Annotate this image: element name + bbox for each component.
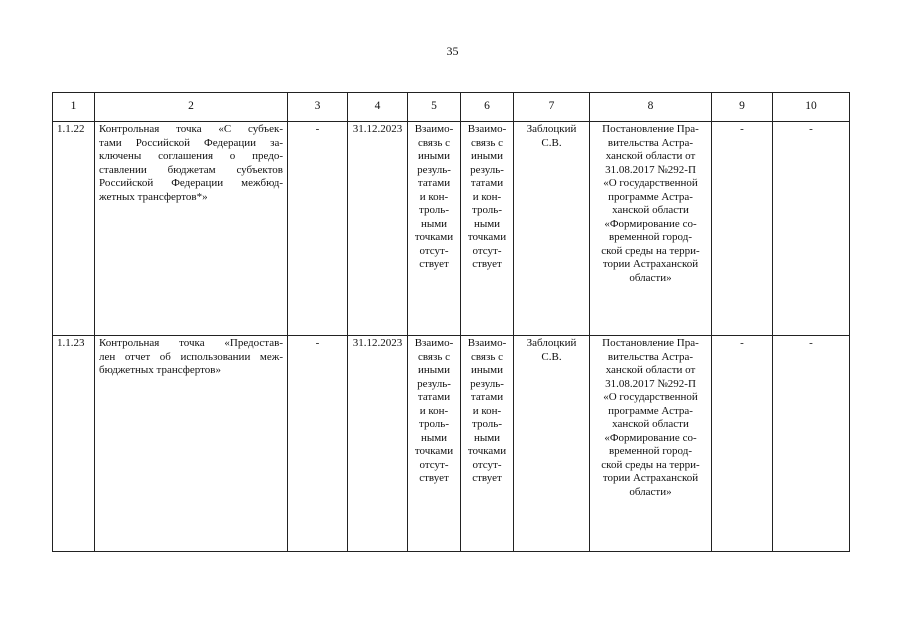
cell-text-line: связь с [471, 350, 503, 363]
cell-text-line: лен отчет об использовании меж- [99, 350, 283, 363]
cell-text-line: Взаимо- [467, 337, 507, 349]
table-row [53, 336, 850, 552]
cell-text-line: Российской Федерации межбюд- [99, 177, 283, 189]
cell-text-line: резуль- [417, 163, 451, 176]
col9-value: - [712, 336, 773, 552]
cell-text-line: отсут- [419, 244, 449, 257]
page-number: 35 [446, 44, 459, 58]
cell-text-line: иными [470, 150, 503, 162]
cell-text-line: ными [420, 431, 448, 444]
cell-text-line: ствует [419, 258, 449, 270]
cell-text-line: резуль- [470, 163, 504, 176]
cell-text-line: Взаимо- [467, 123, 507, 135]
row-number: 1.1.23 [53, 336, 95, 552]
cell-text-line: точками [467, 231, 507, 243]
cell-text-line: иными [417, 364, 450, 376]
header-cell-5: 5 [408, 93, 461, 122]
cell-text-line: связь с [418, 136, 450, 149]
cell-text-line: ханской области [612, 204, 689, 216]
cell-text-line: 31.08.2017 №292-П [605, 163, 696, 176]
cell-text-line: ской среды на терри- [601, 244, 700, 257]
cell-text-line: иными [470, 364, 503, 376]
cell-text-line: вительства Астра- [607, 350, 694, 363]
cell-text-line: ными [473, 431, 501, 444]
cell-text-line: ствует [472, 472, 502, 484]
cell-text-line: ханской области [612, 418, 689, 430]
cell-text-line: татами [417, 177, 451, 189]
cell-text-line: троль- [472, 204, 502, 216]
responsible-person [514, 336, 590, 552]
header-cell-4: 4 [348, 93, 408, 122]
cell-text-line: троль- [419, 418, 449, 430]
responsible-person [514, 122, 590, 336]
relation-results-cell [408, 336, 461, 552]
cell-text-line: Взаимо- [414, 337, 454, 349]
cell-text-line: татами [470, 177, 504, 189]
cell-text-line: ствует [419, 472, 449, 484]
cell-text-line: ключены соглашения о предо- [99, 150, 283, 162]
row-number: 1.1.22 [53, 122, 95, 336]
header-cell-3: 3 [288, 93, 348, 122]
cell-text-line: тории Астраханской [602, 258, 699, 270]
relation-results-cell [408, 122, 461, 336]
col3-value: - [288, 336, 348, 552]
cell-text-line: троль- [419, 204, 449, 216]
cell-text-line: программе Астра- [608, 190, 693, 203]
cell-text-line: отсут- [419, 458, 449, 471]
cell-text-line: Постановление Пра- [602, 337, 699, 349]
table-header-row [53, 93, 850, 122]
cell-text-line: Заблоцкий [526, 337, 577, 349]
cell-text-line: Постановление Пра- [602, 123, 699, 135]
control-point-description [95, 122, 288, 336]
cell-text-line: и кон- [472, 404, 502, 417]
cell-text-line: Контрольная точка «С субъек- [99, 123, 283, 135]
cell-text-line: тами Российской Федерации за- [99, 136, 283, 149]
cell-text-line: временной город- [608, 231, 692, 243]
header-cell-8: 8 [590, 93, 712, 122]
cell-text-line: точками [414, 231, 454, 243]
cell-text-line: программе Астра- [608, 404, 693, 417]
col10-value: - [773, 336, 850, 552]
cell-text-line: отсут- [472, 458, 502, 471]
supporting-document [590, 122, 712, 336]
cell-text-line: Взаимо- [414, 123, 454, 135]
relation-control-points-cell [461, 336, 514, 552]
cell-text-line: отсут- [472, 244, 502, 257]
supporting-document [590, 336, 712, 552]
cell-text-line: татами [470, 391, 504, 403]
cell-text-line: ханской области от [605, 364, 696, 376]
cell-text-line: Контрольная точка «Предостав- [99, 337, 283, 349]
header-cell-9: 9 [712, 93, 773, 122]
cell-text-line: ставлении бюджетам субъектов [99, 163, 283, 176]
cell-text-line: ными [473, 217, 501, 230]
cell-text-line: бюджетных трансфертов» [99, 364, 221, 376]
header-cell-2: 2 [95, 93, 288, 122]
col9-value: - [712, 122, 773, 336]
relation-control-points-cell [461, 122, 514, 336]
due-date: 31.12.2023 [348, 122, 408, 336]
table-row [53, 122, 850, 336]
due-date: 31.12.2023 [348, 336, 408, 552]
cell-text-line: «Формирование со- [604, 217, 697, 230]
cell-text-line: «О государственной [603, 391, 698, 403]
cell-text-line: точками [467, 445, 507, 457]
cell-text-line: 31.08.2017 №292-П [605, 377, 696, 390]
header-cell-7: 7 [514, 93, 590, 122]
cell-text-line: ханской области от [605, 150, 696, 162]
control-point-description [95, 336, 288, 552]
control-points-table [52, 92, 850, 552]
cell-text-line: резуль- [470, 377, 504, 390]
header-cell-6: 6 [461, 93, 514, 122]
cell-text-line: Заблоцкий [526, 123, 577, 135]
cell-text-line: и кон- [419, 190, 449, 203]
col10-value: - [773, 122, 850, 336]
cell-text-line: точками [414, 445, 454, 457]
cell-text-line: жетных трансфертов*» [99, 190, 208, 203]
cell-text-line: ской среды на терри- [601, 458, 700, 471]
header-cell-1: 1 [53, 93, 95, 122]
cell-text-line: связь с [418, 350, 450, 363]
cell-text-line: ствует [472, 258, 502, 270]
cell-text-line: вительства Астра- [607, 136, 694, 149]
cell-text-line: тории Астраханской [602, 472, 699, 484]
cell-text-line: «О государственной [603, 177, 698, 189]
cell-text-line: временной город- [608, 445, 692, 457]
cell-text-line: «Формирование со- [604, 431, 697, 444]
cell-text-line: ными [420, 217, 448, 230]
cell-text-line: и кон- [472, 190, 502, 203]
cell-text-line: и кон- [419, 404, 449, 417]
cell-text-line: С.В. [541, 350, 562, 363]
cell-text-line: троль- [472, 418, 502, 430]
cell-text-line: резуль- [417, 377, 451, 390]
cell-text-line: связь с [471, 136, 503, 149]
cell-text-line: С.В. [541, 136, 562, 149]
cell-text-line: области» [629, 271, 672, 284]
col3-value: - [288, 122, 348, 336]
cell-text-line: области» [629, 485, 672, 498]
header-cell-10: 10 [773, 93, 850, 122]
cell-text-line: иными [417, 150, 450, 162]
cell-text-line: татами [417, 391, 451, 403]
